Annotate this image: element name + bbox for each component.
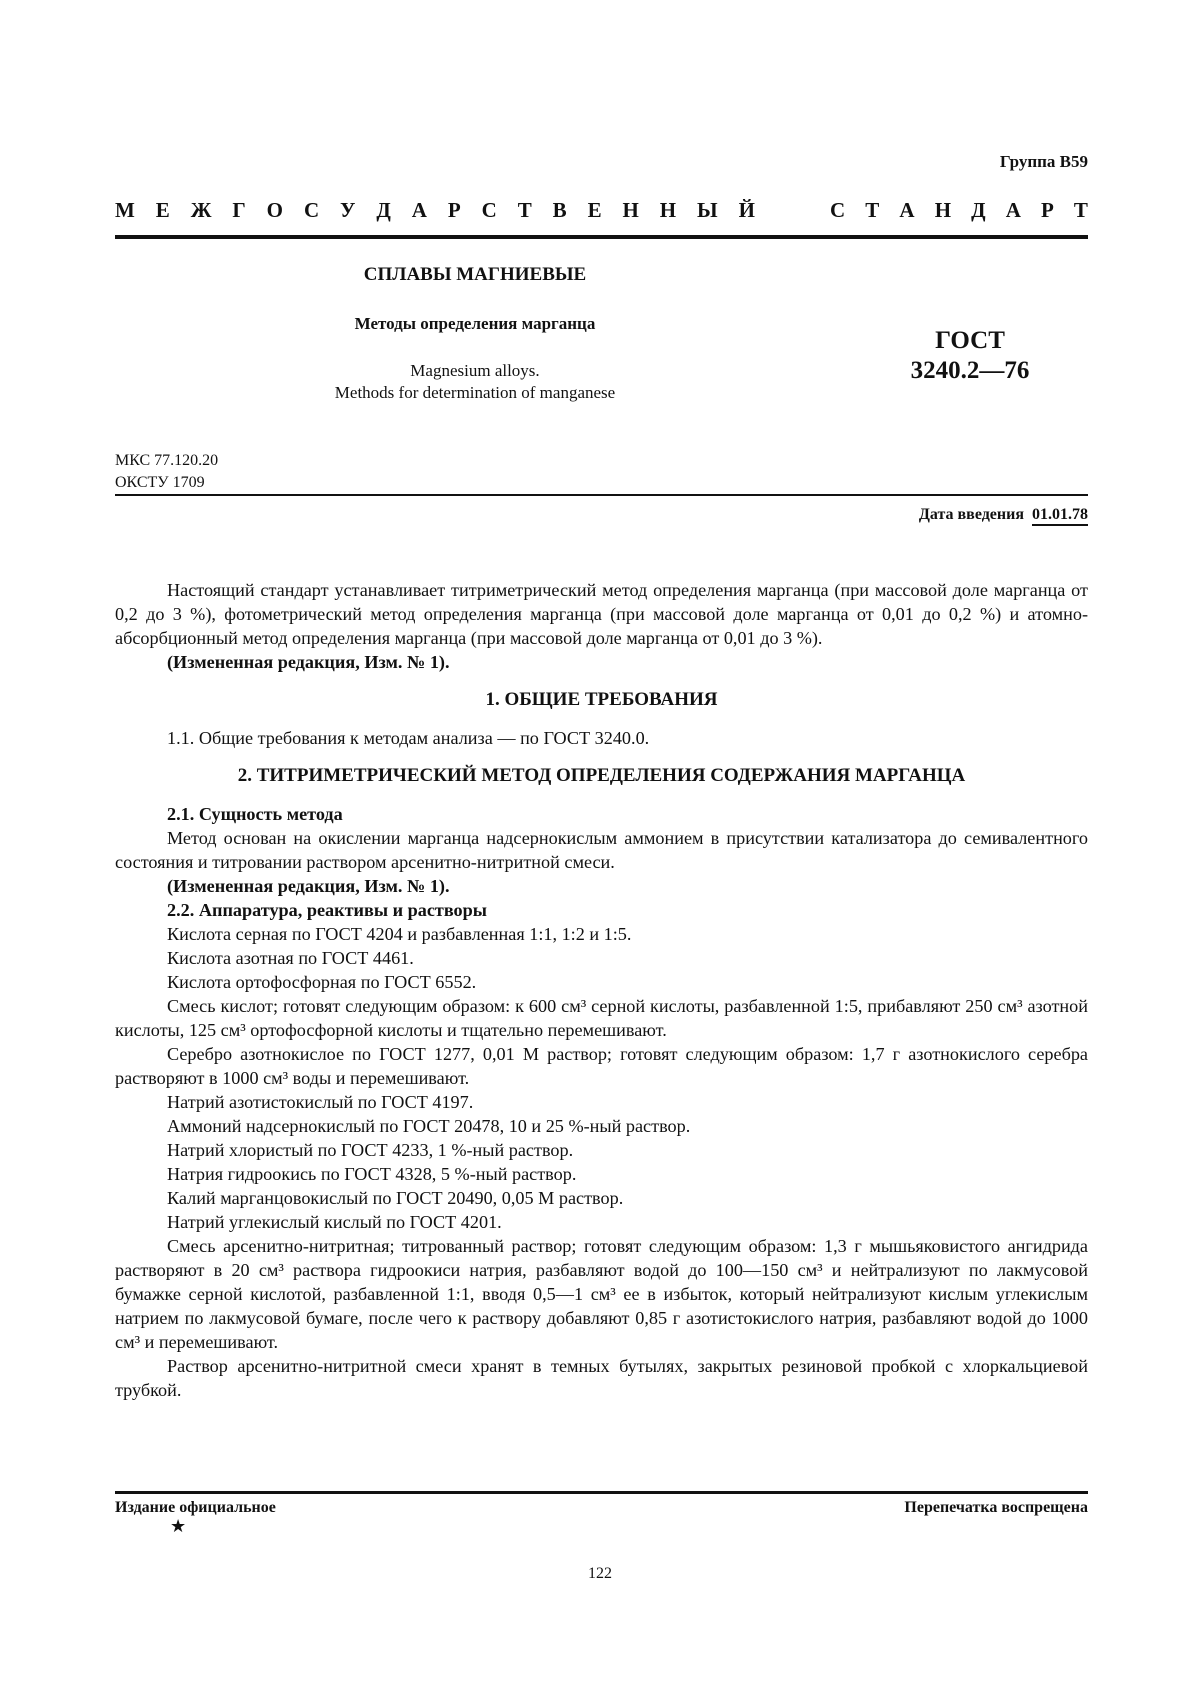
intro-paragraph: Настоящий стандарт устанавливает титриметрический метод определения марганца (при массовой доле марганца от 0,2 до 3 %), фотометрический метод определения марганца (при массовой доле марганца от 0,01 до 0,2 %) и атомно-абсорбционный метод определения марганца (при массовой доле марганца от 0,01 до 3 %). <box>115 580 1088 648</box>
reagent-item: Кислота ортофосфорная по ГОСТ 6552. <box>167 972 477 992</box>
clause-paragraph: 1.1. Общие требования к методам анализа — по ГОСТ 3240.0. <box>167 728 650 748</box>
reagent-item: Натрий углекислый кислый по ГОСТ 4201. <box>167 1212 502 1232</box>
document-title-english <box>250 360 700 404</box>
banner-letter: О <box>266 198 284 222</box>
reagent-item: Аммоний надсернокислый по ГОСТ 20478, 10 и 25 %-ный раствор. <box>167 1116 691 1136</box>
reagent-item: Кислота азотная по ГОСТ 4461. <box>167 948 414 968</box>
document-title: СПЛАВЫ МАГНИЕВЫЕ <box>363 264 587 285</box>
banner-letter: Г <box>232 198 246 222</box>
gost-designation <box>880 326 1060 386</box>
banner-letter: С <box>303 198 320 222</box>
header-divider <box>115 235 1088 239</box>
reagent-item: Натрий хлористый по ГОСТ 4233, 1 %-ный раствор. <box>167 1140 574 1160</box>
interstate-standard-banner <box>115 198 1088 223</box>
banner-letter: Р <box>1040 198 1054 222</box>
banner-letter: Т <box>865 198 880 222</box>
banner-letter: Н <box>622 198 639 222</box>
banner-letter: М <box>115 198 135 222</box>
reagent-item: Кислота серная по ГОСТ 4204 и разбавленная 1:1, 1:2 и 1:5. <box>167 924 632 944</box>
banner-letter: Д <box>376 198 391 222</box>
codes-divider <box>115 494 1088 496</box>
banner-letter: В <box>552 198 567 222</box>
clause-title: 2.1. Сущность метода <box>167 804 343 824</box>
banner-letter: Ж <box>190 198 212 222</box>
banner-letter: С <box>481 198 497 222</box>
banner-letter: Т <box>1073 198 1088 222</box>
banner-letter: С <box>830 198 846 222</box>
document-subtitle: Методы определения марганца <box>354 314 596 333</box>
reagent-item: Натрий азотистокислый по ГОСТ 4197. <box>167 1092 474 1112</box>
clause-title: 2.2. Аппаратура, реактивы и растворы <box>167 900 487 920</box>
page-number: 122 <box>588 1565 612 1582</box>
date-label: Дата введения <box>918 506 1024 523</box>
gost-number: 3240.2—76 <box>910 357 1030 384</box>
english-title-line: Methods for determination of manganese <box>334 383 616 402</box>
reagent-item: Калий марганцовокислый по ГОСТ 20490, 0,05 М раствор. <box>167 1188 624 1208</box>
reagent-item: Смесь кислот; готовят следующим образом: к 600 см³ серной кислоты, разбавленной 1:5, прибавляют 250 см³ азотной кислоты, 125 см³ ортофосфорной кислоты и тщательно перемешивают. <box>115 996 1088 1040</box>
banner-letter: Д <box>971 198 986 222</box>
banner-letter: Р <box>447 198 461 222</box>
star-icon: ★ <box>170 1516 187 1536</box>
section-heading: 2. ТИТРИМЕТРИЧЕСКИЙ МЕТОД ОПРЕДЕЛЕНИЯ СОДЕРЖАНИЯ МАРГАНЦА <box>237 765 966 786</box>
banner-word-interstate <box>115 198 755 223</box>
banner-word-standard <box>830 198 1088 223</box>
reagent-item: Раствор арсенитно-нитритной смеси хранят в темных бутылях, закрытых резиновой пробкой с хлоркальциевой трубкой. <box>115 1356 1088 1400</box>
banner-letter: Е <box>587 198 602 222</box>
group-code: Группа В59 <box>999 152 1088 171</box>
banner-letter: А <box>1005 198 1021 222</box>
banner-letter: А <box>411 198 427 222</box>
official-edition-note: Издание официальное <box>115 1499 276 1516</box>
banner-letter: А <box>899 198 915 222</box>
reprint-prohibited-note: Перепечатка воспрещена <box>904 1499 1088 1516</box>
okstu-code: ОКСТУ 1709 <box>115 474 205 491</box>
footer-divider <box>115 1491 1088 1494</box>
document-body <box>115 578 1088 1402</box>
banner-letter: Т <box>517 198 532 222</box>
banner-letter: Н <box>934 198 952 222</box>
classification-codes <box>115 450 218 494</box>
section-heading: 1. ОБЩИЕ ТРЕБОВАНИЯ <box>485 689 718 710</box>
amendment-note: (Измененная редакция, Изм. № 1). <box>167 652 450 672</box>
gost-label: ГОСТ <box>935 327 1005 354</box>
introduction-date <box>919 506 1088 524</box>
banner-letter: Е <box>155 198 170 222</box>
clause-paragraph: Метод основан на окислении марганца надсернокислым аммонием в присутствии катализатора до семивалентного состояния и титровании раствором арсенитно-нитритной смеси. <box>115 828 1088 872</box>
date-value: 01.01.78 <box>1032 506 1088 526</box>
banner-letter: Й <box>738 198 755 222</box>
banner-letter: У <box>340 198 356 222</box>
reagent-item: Натрия гидроокись по ГОСТ 4328, 5 %-ный раствор. <box>167 1164 577 1184</box>
amendment-note: (Измененная редакция, Изм. № 1). <box>167 876 450 896</box>
banner-letter: Ы <box>697 198 718 222</box>
banner-letter: Н <box>659 198 677 222</box>
reagent-item: Серебро азотнокислое по ГОСТ 1277, 0,01 М раствор; готовят следующим образом: 1,7 г азотнокислого серебра растворяют в 1000 см³ воды и перемешивают. <box>115 1044 1088 1088</box>
english-title-line: Magnesium alloys. <box>410 361 540 380</box>
reagent-item: Смесь арсенитно-нитритная; титрованный раствор; готовят следующим образом: 1,3 г мышьяковистого ангидрида растворяют в 20 см³ раствора гидроокиси натрия, разбавляют водой до 100—150 см³ и нейтрализуют по лакмусовой бумажке серной кислотой, разбавленной 1:1, вводя 0,5—1 см³ ее в избыток, который нейтрализуют кислым углекислым натрием по лакмусовой бумаге, после чего к раствору добавляют 0,85 г азотистокислого натрия, разбавляют водой до 1000 см³ и перемешивают. <box>115 1236 1088 1352</box>
mks-code: МКС 77.120.20 <box>115 452 219 469</box>
